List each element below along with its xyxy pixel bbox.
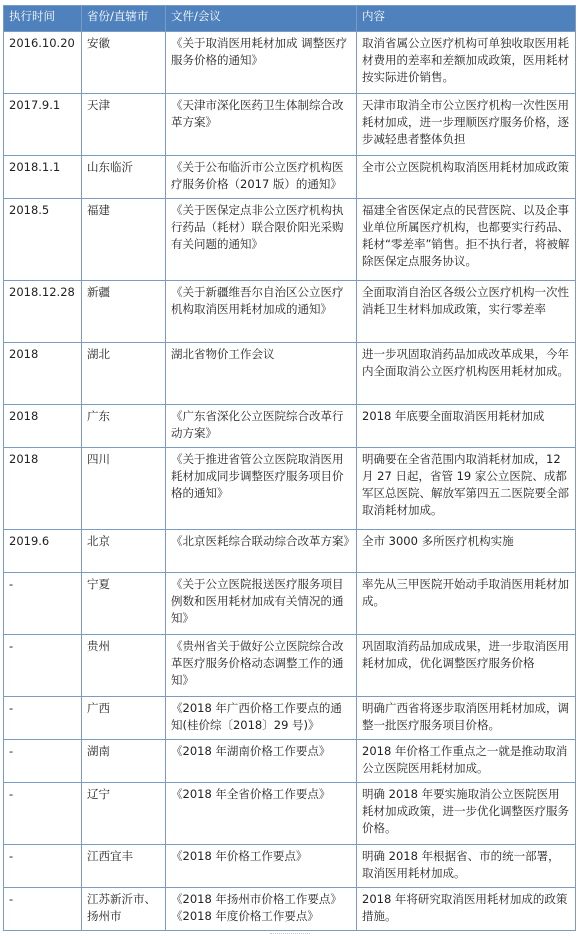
cell-date: 2018.1.1 (4, 156, 82, 199)
cell-document: 《关于医保定点非公立医疗机构执行药品（耗材）联合限价阳光采购有关问题的通知》 (166, 199, 357, 281)
cell-content: 2018 年将研究取消医用耗材加成的政策措施。 (357, 888, 576, 931)
cell-content: 明确 2018 年根据省、市的统一部署，取消医用耗材加成。 (357, 845, 576, 888)
cell-content: 进一步巩固取消药品加成改革成果，今年内全面取消公立医疗机构医用耗材加成。 (357, 343, 576, 405)
cell-content: 全市 3000 多所医疗机构实施 (357, 530, 576, 573)
cell-region: 江苏新沂市、扬州市 (82, 888, 166, 931)
cell-content: 明确要在全省范围内取消耗材加成，12 月 27 日起，省管 19 家公立医院、成都军区总医院、解放军第四五二医院要全部取消耗材加成。 (357, 448, 576, 530)
cell-document: 《2018 年全省价格工作要点》 (166, 783, 357, 845)
cell-content: 天津市取消全市公立医疗机构一次性医用耗材加成，进一步理顺医疗服务价格，逐步减轻患者整体负担 (357, 94, 576, 156)
cell-region: 江西宜丰 (82, 845, 166, 888)
cell-document: 湖北省物价工作会议 (166, 343, 357, 405)
cell-region: 广东 (82, 405, 166, 448)
cell-region: 贵州 (82, 635, 166, 697)
cell-document: 《关于新疆维吾尔自治区公立医疗机构取消医用耗材加成的通知》 (166, 281, 357, 343)
cell-document: 《关于公立医院报送医疗服务项目例数和医用耗材加成有关情况的通知》 (166, 573, 357, 635)
cell-region: 山东临沂 (82, 156, 166, 199)
cell-date: - (4, 573, 82, 635)
cell-document: 《广东省深化公立医院综合改革行动方案》 (166, 405, 357, 448)
cell-document: 《天津市深化医药卫生体制综合改革方案》 (166, 94, 357, 156)
cell-region: 广西 (82, 697, 166, 740)
table-row (4, 156, 576, 199)
cell-document: 《2018 年价格工作要点》 (166, 845, 357, 888)
cell-content: 明确 2018 年要实施取消公立医院医用耗材加成政策，进一步优化调整医疗服务价格。 (357, 783, 576, 845)
cell-region: 四川 (82, 448, 166, 530)
cell-region: 辽宁 (82, 783, 166, 845)
cell-date: - (4, 635, 82, 697)
cell-date: 2018.5 (4, 199, 82, 281)
table-row (4, 845, 576, 888)
table-row (4, 199, 576, 281)
cell-region: 福建 (82, 199, 166, 281)
table-row (4, 740, 576, 783)
cell-date: - (4, 697, 82, 740)
policy-table (3, 5, 576, 931)
table-row (4, 405, 576, 448)
cell-date: - (4, 740, 82, 783)
header-row (4, 6, 576, 32)
table-row (4, 697, 576, 740)
cell-content: 全面取消自治区各级公立医疗机构一次性消耗卫生材料加成政策，实行零差率 (357, 281, 576, 343)
table-body (4, 32, 576, 931)
table-row (4, 888, 576, 931)
cell-content: 福建全省医保定点的民营医院、以及企事业单位所属医疗机构，也都要实行药品、耗材“零差率”销售。拒不执行者，将被解除医保定点服务协议。 (357, 199, 576, 281)
cell-date: 2018 (4, 448, 82, 530)
cell-content: 全市公立医院机构取消医用耗材加成政策 (357, 156, 576, 199)
page-edge-mark (270, 933, 310, 940)
cell-content: 2018 年价格工作重点之一就是推动取消公立医院医用耗材加成。 (357, 740, 576, 783)
table-row (4, 783, 576, 845)
cell-region: 北京 (82, 530, 166, 573)
cell-document: 《关于推进省管公立医院取消医用耗材加成同步调整医疗服务项目价格的通知》 (166, 448, 357, 530)
table-row (4, 94, 576, 156)
cell-document: 《2018 年广西价格工作要点的通知(桂价综〔2018〕29 号)》 (166, 697, 357, 740)
cell-document: 《贵州省关于做好公立医院综合改革医疗服务价格动态调整工作的通知》 (166, 635, 357, 697)
cell-content: 率先从三甲医院开始动手取消医用耗材加成。 (357, 573, 576, 635)
table-row (4, 448, 576, 530)
header-content: 内容 (357, 6, 576, 32)
cell-date: 2018 (4, 343, 82, 405)
cell-document: 《2018 年湖南价格工作要点》 (166, 740, 357, 783)
cell-date: 2017.9.1 (4, 94, 82, 156)
table-row (4, 530, 576, 573)
cell-region: 安徽 (82, 32, 166, 94)
cell-date: - (4, 845, 82, 888)
cell-date: 2016.10.20 (4, 32, 82, 94)
cell-content: 2018 年底要全面取消医用耗材加成 (357, 405, 576, 448)
cell-document: 《关于公布临沂市公立医疗机构医疗服务价格（2017 版）的通知》 (166, 156, 357, 199)
table-row (4, 281, 576, 343)
cell-date: - (4, 783, 82, 845)
cell-content: 取消省属公立医疗机构可单独收取医用耗材费用的差率和差额加成政策，医用耗材按实际进价销售。 (357, 32, 576, 94)
table-row (4, 573, 576, 635)
header-document: 文件/会议 (166, 6, 357, 32)
cell-document: 《关于取消医用耗材加成 调整医疗服务价格的通知》 (166, 32, 357, 94)
cell-date: 2018.12.28 (4, 281, 82, 343)
table-row (4, 32, 576, 94)
cell-date: 2019.6 (4, 530, 82, 573)
cell-region: 湖北 (82, 343, 166, 405)
header-region: 省份/直辖市 (82, 6, 166, 32)
table-row (4, 635, 576, 697)
cell-region: 天津 (82, 94, 166, 156)
cell-region: 宁夏 (82, 573, 166, 635)
cell-content: 明确广西省将逐步取消医用耗材加成，调整一批医疗服务项目价格。 (357, 697, 576, 740)
cell-document: 《北京医耗综合联动综合改革方案》 (166, 530, 357, 573)
table-row (4, 343, 576, 405)
cell-date: 2018 (4, 405, 82, 448)
cell-content: 巩固取消药品加成成果，进一步取消医用耗材加成，优化调整医疗服务价格 (357, 635, 576, 697)
header-date: 执行时间 (4, 6, 82, 32)
cell-region: 新疆 (82, 281, 166, 343)
cell-date: - (4, 888, 82, 931)
cell-region: 湖南 (82, 740, 166, 783)
cell-document: 《2018 年扬州市价格工作要点》《2018 年度价格工作要点》 (166, 888, 357, 931)
